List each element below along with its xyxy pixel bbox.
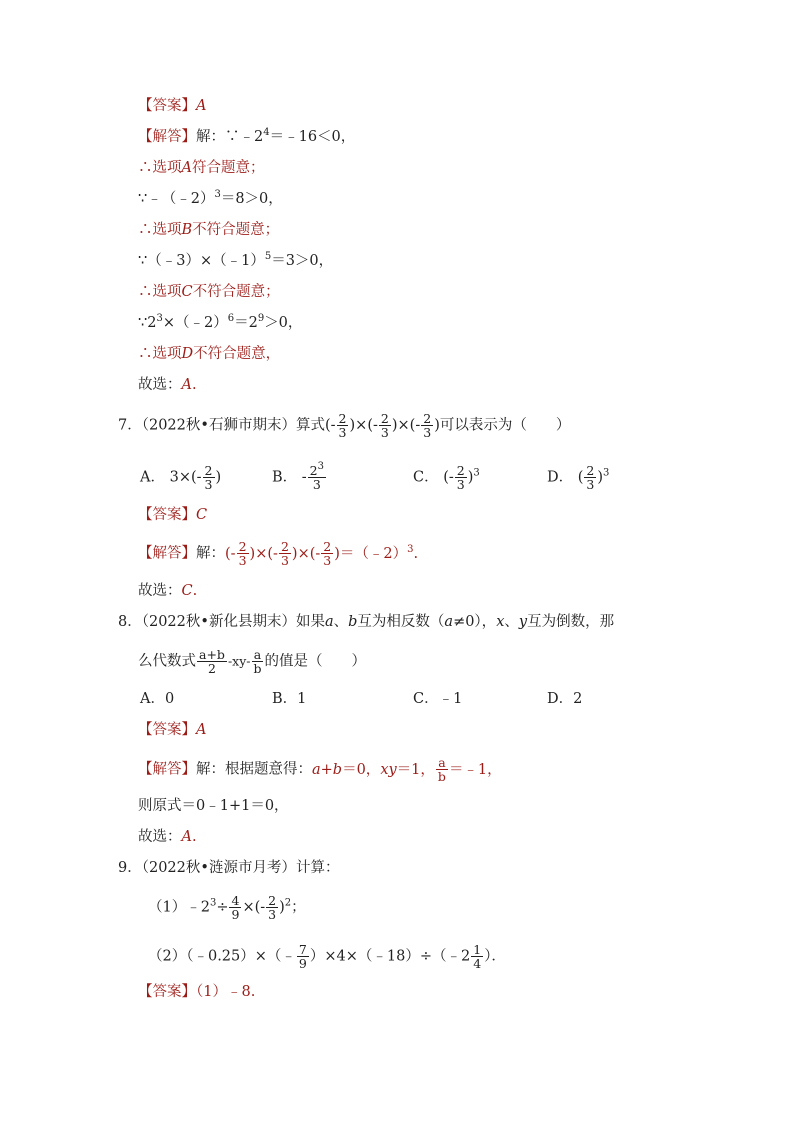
solution-line-4: ∴选项B不符合题意； [138, 222, 280, 238]
q8-solution: 【解答】解：根据题意得：a+b＝0，xy＝1， $\frac{a}{b}$ ＝﹣1， [138, 755, 502, 784]
q8-option-d: D．2 [547, 691, 583, 707]
answer-value: A [196, 98, 207, 114]
q9-part-2: （2）（﹣0.25）×（﹣ $\frac{7}{9}$ ）×4×（﹣18）÷（﹣2 $\frac{1}{4}$ ）． [148, 942, 506, 971]
solution-line-1: 【解答】解：$\because﹣2^4=﹣16<0$， [138, 127, 356, 145]
option-b: B． - $\frac{2^3}{3}$ [272, 461, 324, 492]
solution-line-2: ∴选项A符合题意； [138, 160, 265, 176]
answer-tag: 【答案】 [138, 98, 196, 114]
solution-line-8: ∴选项D不符合题意， [138, 346, 281, 362]
question-9: 9．（2022秋•涟源市月考）计算： [118, 860, 340, 876]
solution-line-3: ∵﹣（﹣2）$^3$＝8＞0， [138, 189, 283, 207]
solution-tag: 【解答】 [138, 129, 196, 145]
q8-option-b: B．1 [272, 691, 307, 707]
option-a: A． 3×(- $\frac{2}{3}$ ) [140, 463, 222, 492]
solution-line-5: ∵（﹣3）×（﹣1）$^5$＝3＞0， [138, 251, 334, 269]
q7-choose: 故选：C. [138, 583, 198, 599]
q9-part-1: $(1)﹣2^3\div$ $\frac{4}{9}$ ×(- $\frac{2}{3}$ )$^2$； [148, 893, 306, 922]
answer-line [138, 96, 206, 116]
choose-line: 故选：A. [138, 377, 197, 393]
q8-option-c: C．﹣1 [413, 691, 463, 707]
q8-original: 则原式＝0﹣1+1＝0， [138, 798, 289, 814]
solution-line-6: ∴选项C不符合题意； [138, 284, 280, 300]
q8-choose: 故选：A. [138, 829, 197, 845]
q8-answer: 【答案】A [138, 722, 207, 738]
option-d: D． ( $\frac{2}{3}$ )$^3$ [547, 463, 610, 492]
question-8: 8．（2022秋•新化县期末）如果a、b互为相反数（a≠0），x、y互为倒数，那 [118, 614, 615, 630]
question-8-line-2: 么代数式 $\frac{a+b}{2}$ -xy- $\frac{a}{b}$ 的值是（ ） [138, 647, 367, 676]
option-c: C． (- $\frac{2}{3}$ )$^3$ [413, 463, 480, 492]
q7-solution: 【解答】解：(- $\frac{2}{3}$ )×(- $\frac{2}{3}$ )×(- $\frac{2}{3}$ )＝（﹣2）$^3$. [138, 539, 419, 568]
q9-answer: 【答案】（1）﹣8. [138, 984, 256, 1000]
solution-line-7: $\because 2^3\times(﹣2)^6=2^9>0$， [138, 313, 303, 331]
question-7: 7．（2022秋•石狮市期末）算式(- $\frac{2}{3}$ )×(- $\frac{2}{3}$ )×(- $\frac{2}{3}$ )可以表示为（ ） [118, 411, 571, 440]
q8-option-a: A．0 [140, 691, 175, 707]
q7-answer: 【答案】C [138, 507, 208, 523]
